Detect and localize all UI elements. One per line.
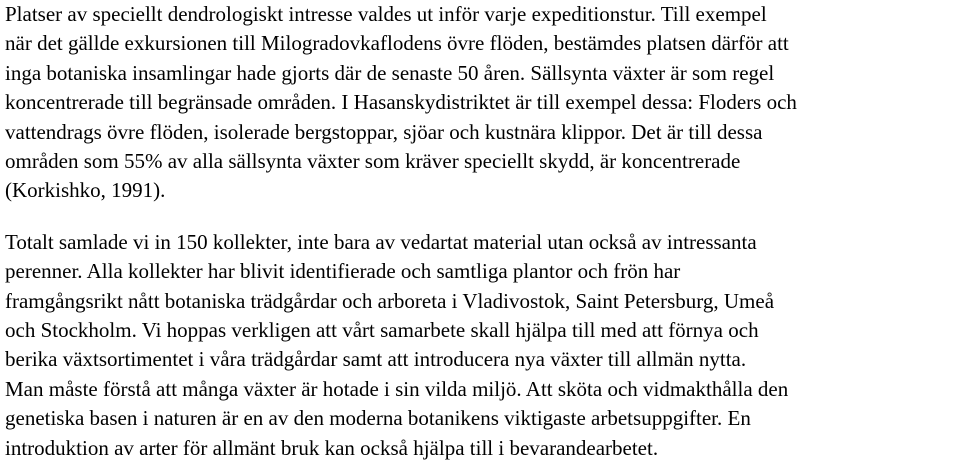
text-line: genetiska basen i naturen är en av den moderna botanikens viktigaste arbetsuppgifter. En bbox=[5, 406, 751, 431]
text-line: introduktion av arter för allmänt bruk kan också hjälpa till i bevarandearbetet. bbox=[5, 435, 659, 460]
text-line: koncentrerade till begränsade områden. I Hasanskydistriktet är till exempel dessa: Floders och bbox=[5, 90, 797, 115]
text-line: framgångsrikt nått botaniska trädgårdar och arboreta i Vladivostok, Saint Petersburg, Umeå bbox=[5, 288, 775, 313]
paragraph-2 bbox=[5, 228, 957, 463]
text-line: perenner. Alla kollekter har blivit identifierade och samtliga plantor och frön har bbox=[5, 259, 681, 284]
text-line: Platser av speciellt dendrologiskt intresse valdes ut inför varje expeditionstur. Till exempel bbox=[5, 2, 767, 26]
text-line: Totalt samlade vi in 150 kollekter, inte bara av vedartat material utan också av intressanta bbox=[5, 229, 757, 254]
text-line: (Korkishko, 1991). bbox=[5, 178, 166, 203]
paragraph-1 bbox=[5, 0, 957, 206]
text-line: berika växtsortimentet i våra trädgårdar samt att introducera nya växter till allmän nytta. bbox=[5, 347, 747, 372]
text-line: vattendrags övre flöden, isolerade bergstoppar, sjöar och kustnära klippor. Det är till dessa bbox=[5, 119, 763, 144]
document-page bbox=[5, 0, 957, 463]
text-line: och Stockholm. Vi hoppas verkligen att vårt samarbete skall hjälpa till med att förnya och bbox=[5, 318, 759, 343]
text-line: Man måste förstå att många växter är hotade i sin vilda miljö. Att sköta och vidmakthålla den bbox=[5, 376, 789, 401]
text-line: områden som 55% av alla sällsynta växter som kräver speciellt skydd, är koncentrerade bbox=[5, 149, 741, 174]
text-line: inga botaniska insamlingar hade gjorts där de senaste 50 åren. Sällsynta växter är som regel bbox=[5, 60, 775, 85]
text-line: när det gällde exkursionen till Milogradovkaflodens övre flöden, bestämdes platsen därför att bbox=[5, 31, 789, 56]
